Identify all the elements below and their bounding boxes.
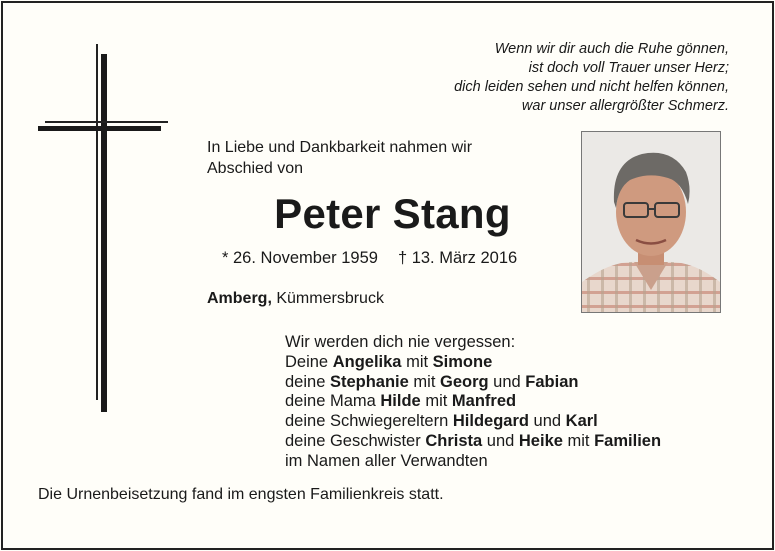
poem-line: ist doch voll Trauer unser Herz; (528, 60, 729, 76)
intro-text (207, 137, 547, 179)
mourners-line: deine Stephanie mit Georg und Fabian (285, 372, 579, 391)
mourners-list (285, 333, 661, 472)
deceased-name: Peter Stang (274, 190, 511, 237)
mourners-line: Deine Angelika mit Simone (285, 352, 493, 371)
town: Amberg, (207, 290, 272, 307)
footer-note: Die Urnenbeisetzung fand im engsten Familienkreis statt. (38, 486, 444, 503)
mourners-line: im Namen aller Verwandten (285, 451, 488, 470)
poem (454, 40, 729, 116)
mourners-line: deine Mama Hilde mit Manfred (285, 392, 517, 411)
mourners-line: deine Geschwister Christa und Heike mit Familien (285, 431, 662, 450)
intro-line: In Liebe und Dankbarkeit nahmen wir (207, 139, 473, 156)
location (207, 290, 384, 308)
district: Kümmersbruck (276, 290, 384, 307)
mourners-line: deine Schwiegereltern Hildegard und Karl (285, 412, 598, 431)
birth-date: * 26. November 1959 (222, 249, 378, 267)
portrait-photo (581, 131, 721, 313)
death-date: † 13. März 2016 (397, 249, 518, 267)
poem-line: war unser allergrößter Schmerz. (521, 98, 729, 114)
poem-line: dich leiden sehen und nicht helfen können, (454, 79, 729, 95)
intro-line: Abschied von (207, 160, 304, 177)
life-dates (222, 249, 517, 268)
poem-line: Wenn wir dir auch die Ruhe gönnen, (494, 41, 729, 57)
mourners-line: Wir werden dich nie vergessen: (285, 333, 516, 351)
